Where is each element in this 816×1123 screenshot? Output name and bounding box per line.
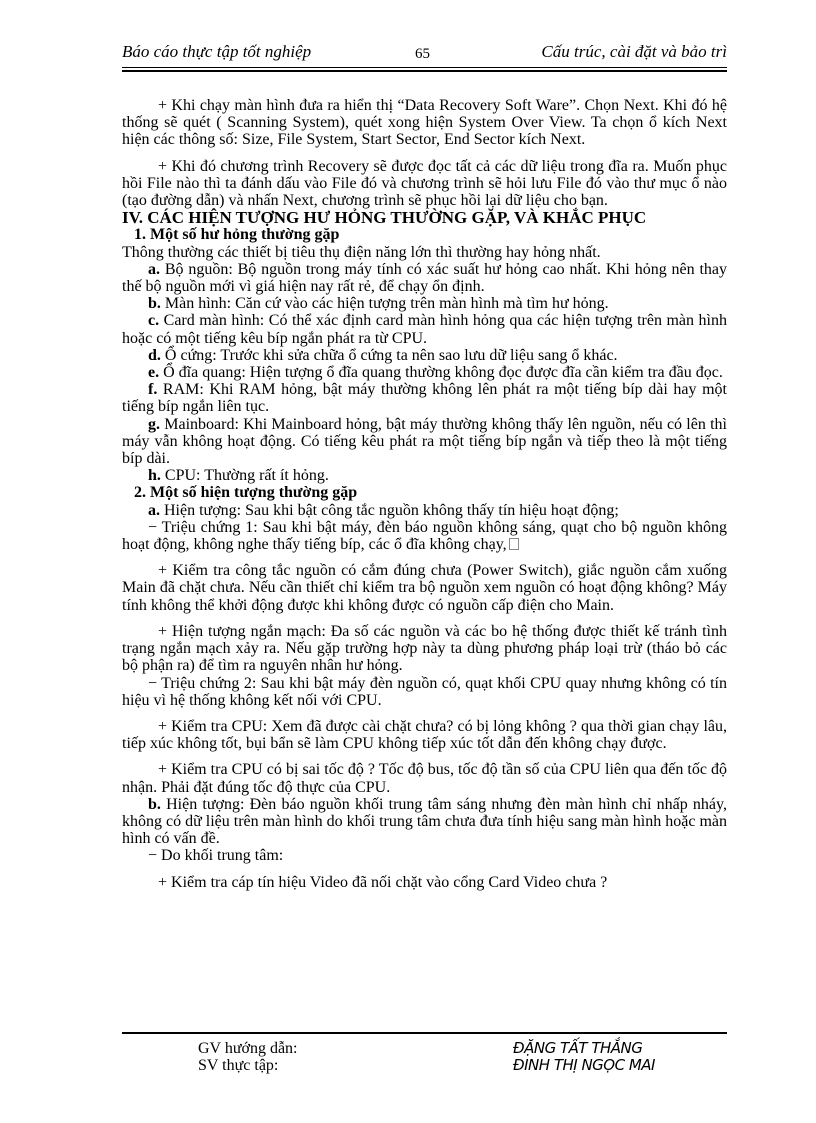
check-power-switch: + Kiểm tra công tắc nguồn có cắm đúng chưa (Power Switch), giắc nguồn cắm xuống Main đã chặt chưa. Nếu cần thiết chỉ kiểm tra bộ nguồn xem nguồn có hoạt động không? Máy tính không thể khởi động được khi không được có nguồn cấp điện cho Main. bbox=[122, 562, 727, 614]
item-b-text: Màn hình: Căn cứ vào các hiện tượng trên màn hình mà tìm hư hỏng. bbox=[160, 295, 609, 313]
advisor-name: ĐẶNG TẤT THẮNG bbox=[513, 1039, 643, 1057]
placeholder-box-icon bbox=[509, 538, 519, 550]
item-f-label: f. bbox=[148, 381, 158, 399]
item-f-text: RAM: Khi RAM hỏng, bật máy thường không lên phát ra một tiếng bíp dài hay một tiếng bíp ngắn liên tục. bbox=[122, 381, 727, 416]
item-a bbox=[122, 261, 727, 295]
item-d-text: Ổ cứng: Trước khi sửa chữa ổ cứng ta nên sao lưu dữ liệu sang ổ khác. bbox=[160, 346, 618, 364]
header-rule-thin bbox=[122, 67, 727, 68]
page-header bbox=[122, 42, 727, 66]
item-g-label: g. bbox=[148, 415, 160, 433]
item-h bbox=[122, 467, 727, 484]
item-2a-label: a. bbox=[148, 501, 160, 519]
item-g bbox=[122, 416, 727, 468]
item-d bbox=[122, 347, 727, 364]
section-heading-iv: IV. CÁC HIỆN TƯỢNG HƯ HỎNG THƯỜNG GẶP, VÀ KHẮC PHỤC bbox=[122, 208, 647, 228]
intro-paragraph: Thông thường các thiết bị tiêu thụ điện năng lớn thì thường hay hỏng nhất. bbox=[122, 243, 601, 261]
item-b bbox=[122, 295, 727, 312]
item-d-label: d. bbox=[148, 346, 161, 364]
header-rule-thick bbox=[122, 70, 727, 72]
subheading-1: 1. Một số hư hỏng thường gặp bbox=[134, 226, 340, 244]
item-g-text: Mainboard: Khi Mainboard hỏng, bật máy thường không thấy lên nguồn, nếu có lên thì máy vẫn không hoạt động. Có tiếng kêu phát ra một tiếng bíp ngắn và tiếp theo là một tiếng bíp dài. bbox=[122, 415, 727, 468]
footer-labels bbox=[198, 1040, 298, 1074]
item-e-label: e. bbox=[148, 364, 160, 382]
check-cpu-seating: + Kiểm tra CPU: Xem đã được cài chặt chưa? có bị lỏng không ? qua thời gian chạy lâu, tiếp xúc không tốt, bụi bẩn sẽ làm CPU không tiếp xúc tốt dẫn đến không chạy được. bbox=[122, 717, 727, 753]
item-h-label: h. bbox=[148, 467, 161, 485]
header-left-title: Báo cáo thực tập tốt nghiệp bbox=[122, 42, 312, 61]
item-e bbox=[122, 364, 727, 381]
item-2a bbox=[122, 502, 727, 519]
paragraph-recovery-2: + Khi đó chương trình Recovery sẽ được đọc tất cả các dữ liệu trong đĩa ra. Muốn phục hồi File nào thì ta đánh dấu vào File đó và chương trình sẽ hỏi lưu File đó vào thư mục ổ nào (tạo đường dẫn) và nhấn Next, chương trình sẽ phục hồi lại dữ liệu cho bạn. bbox=[122, 157, 727, 210]
item-a-label: a. bbox=[148, 260, 160, 278]
student-name: ĐINH THỊ NGỌC MAI bbox=[513, 1056, 655, 1074]
item-e-text: Ổ đĩa quang: Hiện tượng ổ đĩa quang thường không đọc được đĩa cần kiểm tra đầu đọc. bbox=[159, 364, 723, 382]
footer-rule bbox=[122, 1032, 727, 1034]
item-2a-text: Hiện tượng: Sau khi bật công tắc nguồn không thấy tín hiệu hoạt động; bbox=[160, 501, 619, 519]
student-label: SV thực tập: bbox=[198, 1057, 279, 1074]
advisor-label: GV hướng dẫn: bbox=[198, 1040, 298, 1057]
symptom-1-text: − Triệu chứng 1: Sau khi bật máy, đèn báo nguồn không sáng, quạt cho bộ nguồn không hoạt động, không nghe thấy tiếng bíp, các ổ đĩa không chạy, bbox=[122, 518, 727, 554]
document-body bbox=[122, 97, 727, 891]
central-unit-line: − Do khối trung tâm: bbox=[148, 847, 284, 865]
symptom-2: − Triệu chứng 2: Sau khi bật máy đèn nguồn có, quạt khối CPU quay nhưng không có tín hiệu vì hệ thống không kết nối với CPU. bbox=[122, 674, 727, 709]
check-cpu-speed: + Kiểm tra CPU có bị sai tốc độ ? Tốc độ bus, tốc độ tần số của CPU liên qua đến tốc độ nhận. Phải đặt đúng tốc độ thực của CPU. bbox=[122, 761, 727, 796]
item-f bbox=[122, 381, 727, 415]
check-video-cable: + Kiểm tra cáp tín hiệu Video đã nối chặt vào cổng Card Video chưa ? bbox=[158, 873, 608, 891]
item-h-text: CPU: Thường rất ít hỏng. bbox=[160, 467, 329, 485]
footer-names bbox=[513, 1040, 655, 1074]
item-2b-text: Hiện tượng: Đèn báo nguồn khối trung tâm sáng nhưng đèn màn hình chỉ nhấp nháy, không có dữ liệu trên màn hình do khối trung tâm chưa đưa tính hiệu sang màn hình hoặc màn hình có vấn đề. bbox=[122, 795, 727, 848]
item-b-label: b. bbox=[148, 295, 161, 313]
symptom-1 bbox=[122, 519, 727, 553]
item-a-text: Bộ nguồn: Bộ nguồn trong máy tính có xác suất hư hỏng cao nhất. Khi hỏng nên thay thế bộ nguồn mới vì giá hiện nay rất rẻ, để chạy ổn định. bbox=[122, 260, 727, 296]
item-2b bbox=[122, 796, 727, 848]
item-2b-label: b. bbox=[148, 795, 161, 813]
short-circuit-paragraph: + Hiện tượng ngắn mạch: Đa số các nguồn và các bo hệ thống được thiết kế tránh tình trạng ngắn mạch xảy ra. Nếu gặp trường hợp này ta dùng phương pháp loại trừ (tháo bỏ các bộ phận ra) để tìm ra nguyên nhân hư hỏng. bbox=[122, 622, 727, 675]
paragraph-recovery-1: + Khi chạy màn hình đưa ra hiển thị “Data Recovery Soft Ware”. Chọn Next. Khi đó hệ thống sẽ quét ( Scanning System), quét xong hiện System Over View. Ta chọn ổ kích Next hiện các thông số: Size, File System, Start Sector, End Sector kích Next. bbox=[122, 97, 727, 149]
item-c-text: Card màn hình: Có thể xác định card màn hình hỏng qua các hiện tượng trên màn hình hoặc có một tiếng kêu bíp ngắn phát ra từ CPU. bbox=[122, 312, 727, 347]
item-c-label: c. bbox=[148, 312, 160, 330]
header-right-title: Cấu trúc, cài đặt và bảo trì bbox=[541, 42, 727, 61]
item-c bbox=[122, 312, 727, 346]
page-number: 65 bbox=[415, 46, 430, 62]
subheading-2: 2. Một số hiện tượng thường gặp bbox=[134, 484, 358, 502]
